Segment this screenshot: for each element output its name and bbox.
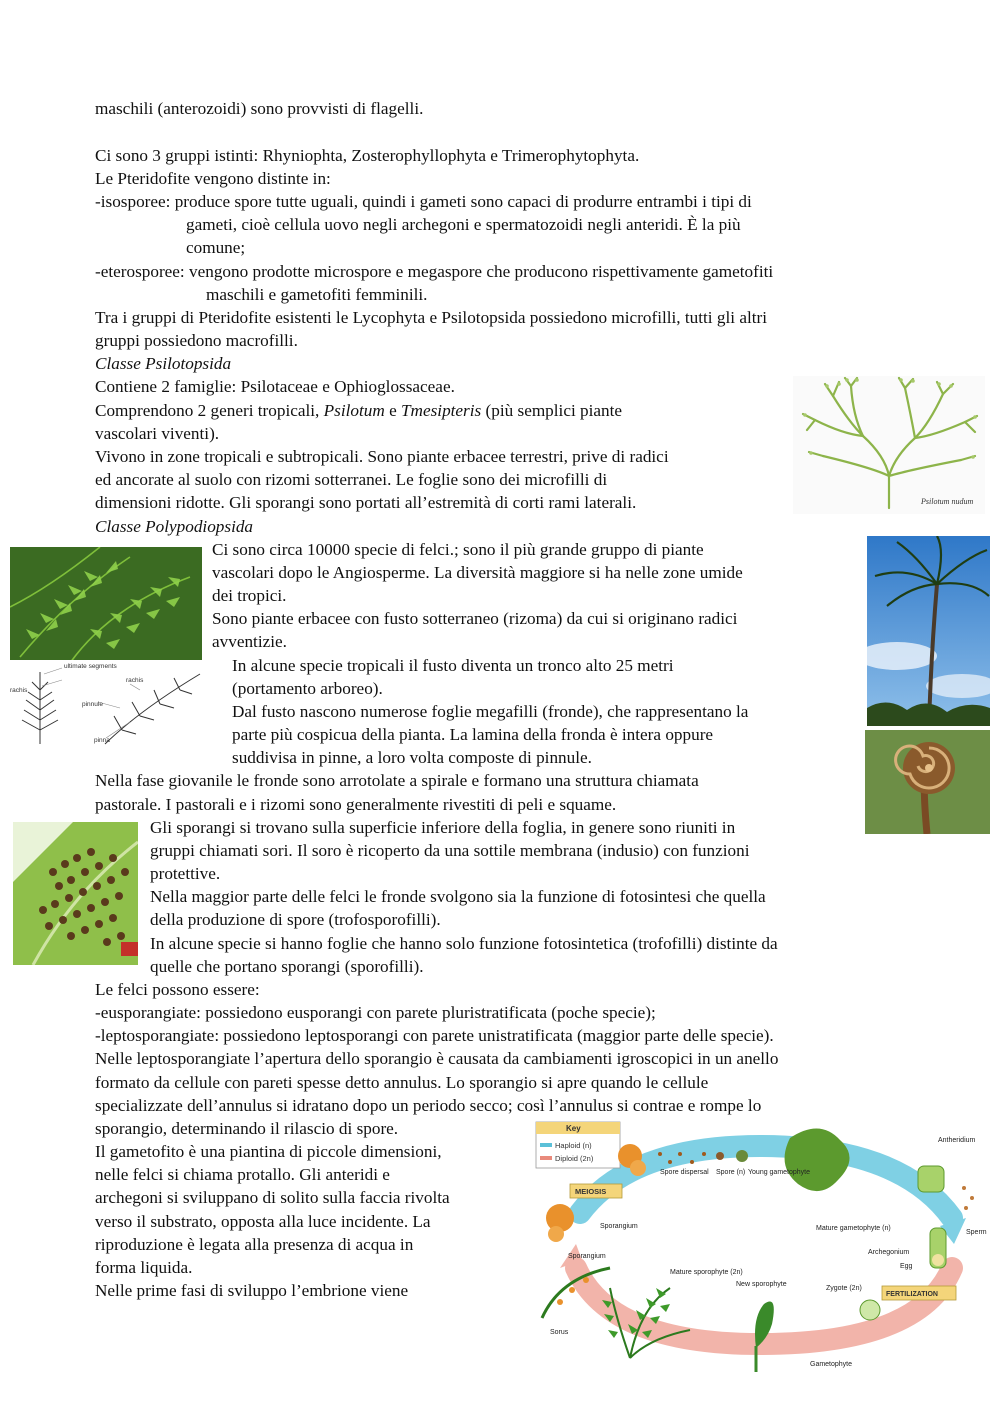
text-span: e: [384, 401, 401, 420]
text-line: della produzione di spore (trofosporofilli).: [150, 910, 441, 929]
text-line: Sono piante erbacee con fusto sotterraneo (rizoma) da cui si originano radici: [212, 609, 738, 628]
fern-lifecycle-diagram: [520, 1118, 996, 1372]
text-line: Ci sono circa 10000 specie di felci.; sono il più grande gruppo di piante: [212, 540, 704, 559]
key-title: Key: [566, 1124, 581, 1133]
text-line: -eusporangiate: possiedono eusporangi con parete pluristratificata (poche specie);: [95, 1003, 656, 1022]
section-heading: Classe Polypodiopsida: [95, 517, 254, 536]
frond-label: pinnule: [82, 701, 103, 708]
text-line: specializzate dell’annulus si idratano dopo un periodo secco; così l’annulus si contrae e rompe lo: [95, 1096, 762, 1115]
text-line: gruppi chiamati sori. Il soro è ricoperto da una sottile membrana (indusio) con funzioni: [150, 841, 750, 860]
text-line: sporangio, determinando il rilascio di spore.: [95, 1119, 399, 1138]
text-line: Ci sono 3 gruppi istinti: Rhyniophta, Zosterophyllophyta e Trimerophytophyta.: [95, 146, 640, 165]
lifecycle-label: Sorus: [550, 1329, 569, 1336]
fern-frond-photo: [10, 547, 202, 663]
lifecycle-label: Zygote (2n): [826, 1285, 862, 1292]
text-line: Nella maggior parte delle felci le fronde svolgono sia la funzione di fotosintesi che quella: [150, 887, 766, 906]
frond-label: rachis: [10, 687, 28, 694]
text-line: [95, 399, 622, 422]
text-line: maschili (anterozoidi) sono provvisti di flagelli.: [95, 99, 424, 118]
text-line: Le felci possono essere:: [95, 980, 260, 999]
text-line: avventizie.: [212, 632, 287, 651]
sori-photo: [13, 822, 138, 965]
text-line: gruppi possiedono macrofilli.: [95, 331, 298, 350]
lifecycle-label: Young gametophyte: [748, 1169, 811, 1176]
lifecycle-label: Gametophyte: [810, 1361, 853, 1368]
key-haploid: Haploid (n): [555, 1141, 592, 1150]
text-line: parte più cospicua della pianta. La lamina della fronda è intera oppure: [232, 725, 714, 744]
lifecycle-label: Sperm: [966, 1229, 987, 1236]
lifecycle-label: Egg: [900, 1263, 913, 1270]
text-line: (portamento arboreo).: [232, 679, 383, 698]
frond-diagram: [10, 660, 215, 746]
text-line: Dal fusto nascono numerose foglie megafilli (fronde), che rappresentano la: [232, 702, 749, 721]
lifecycle-label: Mature sporophyte (2n): [670, 1269, 743, 1276]
text-line: vascolari viventi).: [95, 424, 220, 443]
text-line: Gli sporangi si trovano sulla superficie inferiore della foglia, in genere sono riuniti in: [150, 818, 736, 837]
lifecycle-label: Sporangium: [600, 1223, 638, 1230]
text-line: -isosporee: produce spore tutte uguali, quindi i gameti sono capaci di produrre entrambi i tipi di: [95, 192, 752, 211]
text-line: formato da cellule con pareti spesse detto annulus. Lo sporangio si apre quando le cellule: [95, 1073, 709, 1092]
text-span: Comprendono 2 generi tropicali,: [95, 401, 324, 420]
text-line: gameti, cioè cellula uovo negli archegoni e spermatozoidi negli anteridi. È la più: [186, 215, 741, 234]
lifecycle-label: Antheridium: [938, 1137, 976, 1144]
meiosis-badge: MEIOSIS: [575, 1187, 607, 1196]
genus-psilotum: Psilotum: [323, 401, 385, 420]
text-line: In alcune specie tropicali il fusto diventa un tronco alto 25 metri: [232, 656, 674, 675]
text-line: pastorale. I pastorali e i rizomi sono generalmente rivestiti di peli e squame.: [95, 795, 617, 814]
text-line: quelle che portano sporangi (sporofilli).: [150, 957, 424, 976]
frond-label: ultimate segments: [64, 663, 117, 670]
text-line: Nelle prime fasi di sviluppo l’embrione viene: [95, 1281, 409, 1300]
text-line: Tra i gruppi di Pteridofite esistenti le Lycophyta e Psilotopsida possiedono microfilli, tutti gli altri: [95, 308, 767, 327]
text-line: vascolari dopo le Angiosperme. La diversità maggiore si ha nelle zone umide: [212, 563, 743, 582]
text-line: maschili e gametofiti femminili.: [206, 285, 428, 304]
section-heading: Classe Psilotopsida: [95, 354, 232, 373]
text-line: comune;: [186, 238, 246, 257]
text-line: riproduzione è legata alla presenza di acqua in: [95, 1235, 414, 1254]
genus-tmesipteris: Tmesipteris: [401, 401, 482, 420]
text-line: nelle felci si chiama protallo. Gli anteridi e: [95, 1165, 390, 1184]
text-line: Il gametofito è una piantina di piccole dimensioni,: [95, 1142, 442, 1161]
frond-label: rachis: [126, 677, 144, 684]
text-line: suddivisa in pinne, a loro volta composte di pinnule.: [232, 748, 592, 767]
psilotum-photo: [793, 376, 985, 514]
lifecycle-label: Sporangium: [568, 1253, 606, 1260]
text-line: Vivono in zone tropicali e subtropicali. Sono piante erbacee terrestri, prive di radici: [95, 447, 669, 466]
lifecycle-label: Spore dispersal: [660, 1169, 709, 1176]
frond-label: pinna: [94, 737, 110, 744]
text-line: protettive.: [150, 864, 221, 883]
psilotum-caption: Psilotum nudum: [921, 497, 974, 506]
key-diploid: Diploid (2n): [555, 1154, 594, 1163]
text-line: dei tropici.: [212, 586, 287, 605]
text-line: Nelle leptosporangiate l’apertura dello sporangio è causata da cambiamenti igroscopici in un anello: [95, 1049, 779, 1068]
text-line: -eterosporee: vengono prodotte microspore e megaspore che producono rispettivamente gametofiti: [95, 262, 774, 281]
text-line: verso il substrato, opposta alla luce incidente. La: [95, 1212, 431, 1231]
fiddlehead-photo: [865, 730, 990, 834]
fertilization-badge: FERTILIZATION: [886, 1291, 938, 1298]
text-line: -leptosporangiate: possiedono leptosporangi con parete unistratificata (maggior parte delle specie).: [95, 1026, 774, 1045]
text-line: In alcune specie si hanno foglie che hanno solo funzione fotosintetica (trofofilli) distinte da: [150, 934, 778, 953]
text-line: Contiene 2 famiglie: Psilotaceae e Ophioglossaceae.: [95, 377, 455, 396]
tree-fern-photo: [867, 536, 990, 726]
text-line: dimensioni ridotte. Gli sporangi sono portati all’estremità di corti rami laterali.: [95, 493, 637, 512]
lifecycle-label: Spore (n): [716, 1169, 746, 1176]
text-span: (più semplici piante: [481, 401, 623, 420]
text-line: forma liquida.: [95, 1258, 193, 1277]
lifecycle-label: Archegonium: [868, 1249, 910, 1256]
text-line: Nella fase giovanile le fronde sono arrotolate a spirale e formano una struttura chiamata: [95, 771, 699, 790]
text-line: Le Pteridofite vengono distinte in:: [95, 169, 331, 188]
text-line: archegoni si sviluppano di solito sulla faccia rivolta: [95, 1188, 450, 1207]
lifecycle-label: Mature gametophyte (n): [816, 1225, 891, 1232]
lifecycle-label: New sporophyte: [736, 1281, 787, 1288]
text-line: ed ancorate al suolo con rizomi sotterranei. Le foglie sono dei microfilli di: [95, 470, 608, 489]
